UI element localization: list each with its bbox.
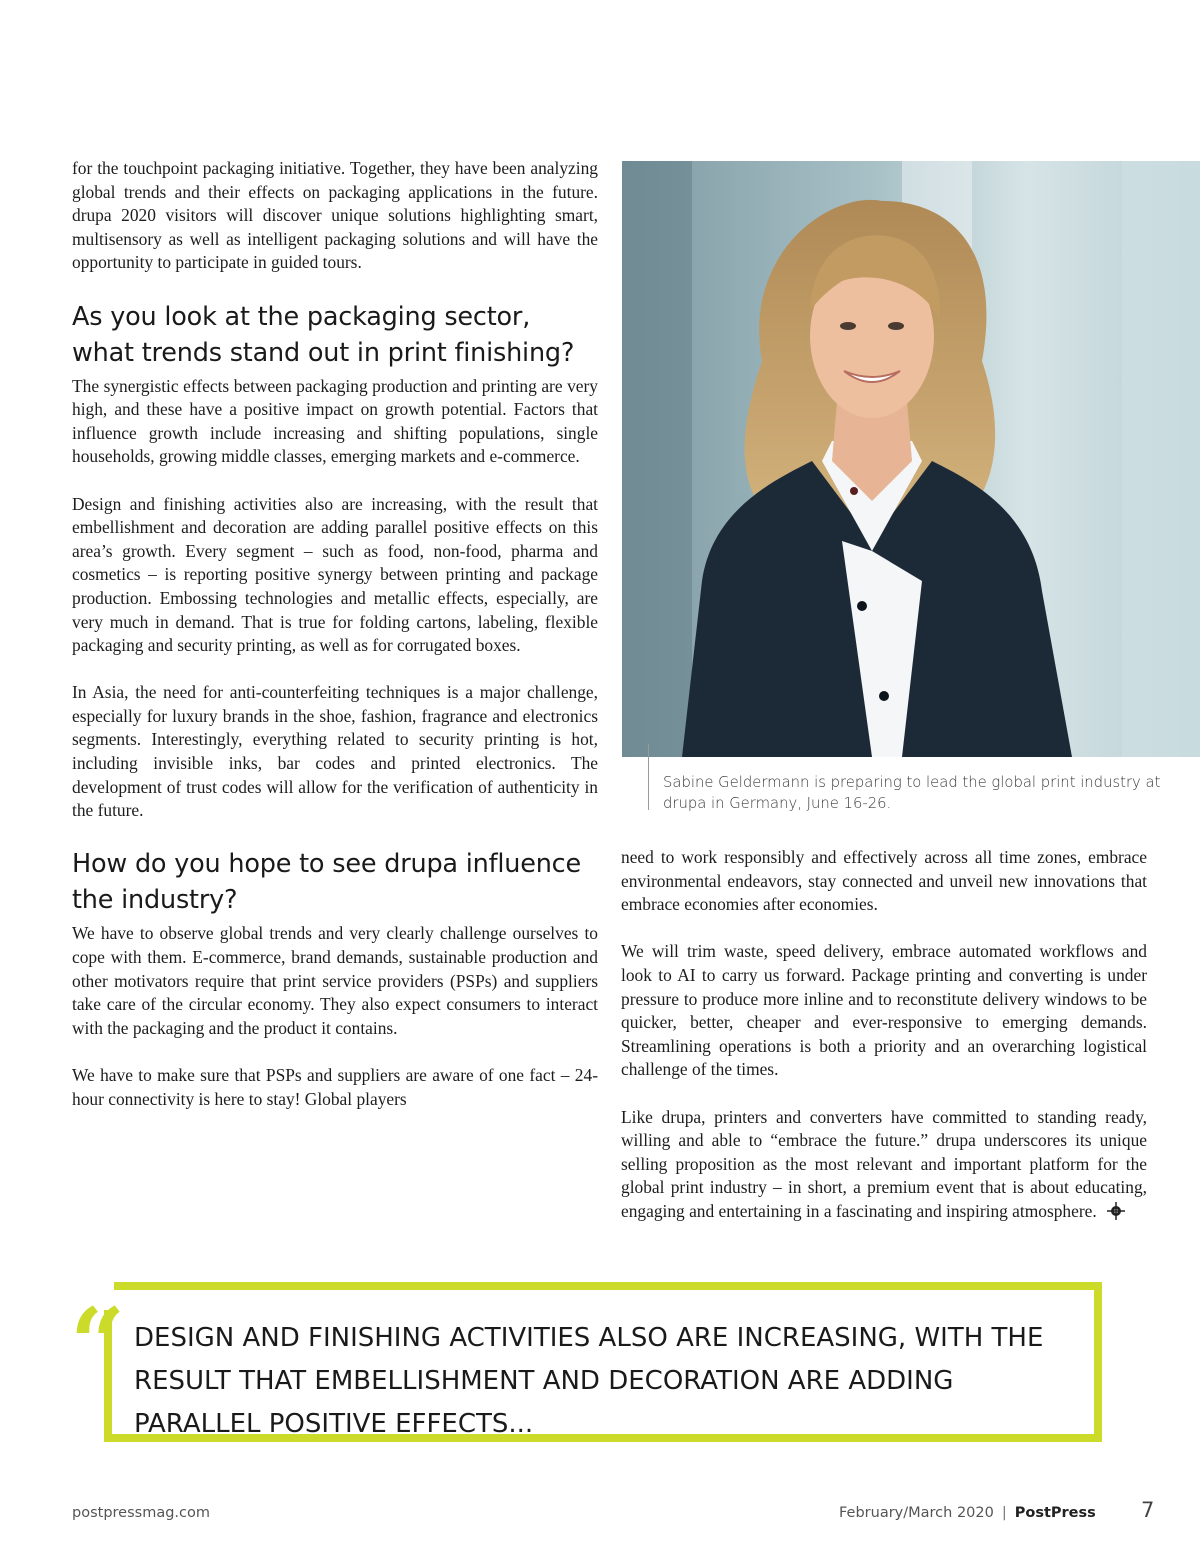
portrait-photo — [622, 161, 1200, 757]
closing-paragraph-text: Like drupa, printers and converters have committed to standing ready, willing and able to “embrace the future.” drupa underscores its unique selling proposition as the most relevant and important platform for the global print industry – in short, a premium event that is about educating, engaging and entertaining in a fascinating and inspiring atmosphere. — [621, 1106, 1147, 1221]
caption-rule — [648, 744, 649, 810]
body-paragraph: We have to observe global trends and very clearly challenge ourselves to cope with them. E-commerce, brand demands, sustainable production and other motivators require that print service providers (PSPs) and suppliers take care of the circular economy. They also expect consumers to interact with the packaging and the product it contains. — [72, 923, 598, 1038]
body-paragraph: Design and finishing activities also are increasing, with the result that embellishment and decoration are adding parallel positive effects on this area’s growth. Every segment – such as food, non-food, pharma and cosmetics – is reporting positive synergy between printing and package production. Embossing technologies and metallic effects, especially, are very much in demand. That is true for folding cartons, labeling, flexible packaging and security printing, as well as for corrugated boxes. — [72, 493, 598, 656]
footer-website: postpressmag.com — [72, 1505, 210, 1521]
page-number: 7 — [1141, 1498, 1155, 1522]
right-column — [621, 846, 1147, 1227]
body-paragraph: need to work responsibly and effectively across all time zones, embrace environmental endeavors, stay connected and unveil new innovations that embrace economies after economies. — [621, 847, 1147, 915]
footer-issue-info — [839, 1505, 1096, 1521]
portrait-illustration — [622, 161, 1200, 757]
footer-brand: PostPress — [1014, 1505, 1096, 1521]
quotation-mark-icon: “ — [70, 1287, 126, 1400]
section-heading-drupa-influence: How do you hope to see drupa influence the industry? — [72, 849, 581, 916]
photo-caption: Sabine Geldermann is preparing to lead the global print industry at drupa in Germany, June 16-26. — [663, 774, 1161, 812]
body-paragraph: In Asia, the need for anti-counterfeiting techniques is a major challenge, especially for luxury brands in the shoe, fashion, fragrance and electronics segments. Interestingly, everything related to security printing is hot, including invisible inks, bar codes and printed electronics. The development of trust codes will allow for the verification of authenticity in the future. — [72, 682, 598, 821]
body-paragraph: The synergistic effects between packaging production and printing are very high, and these have a positive impact on growth potential. Factors that influence growth include increasing and shifting populations, single households, growing middle classes, emerging markets and e-commerce. — [72, 375, 598, 467]
section-heading-packaging-trends: As you look at the packaging sector, what trends stand out in print finishing? — [72, 301, 575, 368]
left-column — [72, 157, 598, 1111]
footer-separator: | — [1001, 1505, 1007, 1521]
crosshair-end-mark-icon — [1107, 1202, 1125, 1227]
footer-issue: February/March 2020 — [839, 1505, 994, 1521]
intro-paragraph: for the touchpoint packaging initiative. Together, they have been analyzing global trends and their effects on packaging applications in the future. drupa 2020 visitors will discover unique solutions highlighting smart, multisensory as well as intelligent packaging solutions and will have the opportunity to participate in guided tours. — [72, 158, 598, 273]
pull-quote-text: DESIGN AND FINISHING ACTIVITIES ALSO ARE INCREASING, WITH THE RESULT THAT EMBELLISHMENT AND DECORATION ARE ADDING PARALLEL POSITIVE EFFECTS... — [134, 1323, 1044, 1439]
closing-paragraph — [621, 1106, 1147, 1227]
body-paragraph: We have to make sure that PSPs and suppliers are aware of one fact – 24-hour connectivity is here to stay! Global players — [72, 1065, 598, 1109]
body-paragraph: We will trim waste, speed delivery, embrace automated workflows and look to AI to carry us forward. Package printing and converting is under pressure to produce more inline and to reconstitute delivery windows to be quicker, better, cheaper and ever-responsive to emerging demands. Streamlining operations is both a priority and an overarching logistical challenge of the times. — [621, 941, 1147, 1080]
